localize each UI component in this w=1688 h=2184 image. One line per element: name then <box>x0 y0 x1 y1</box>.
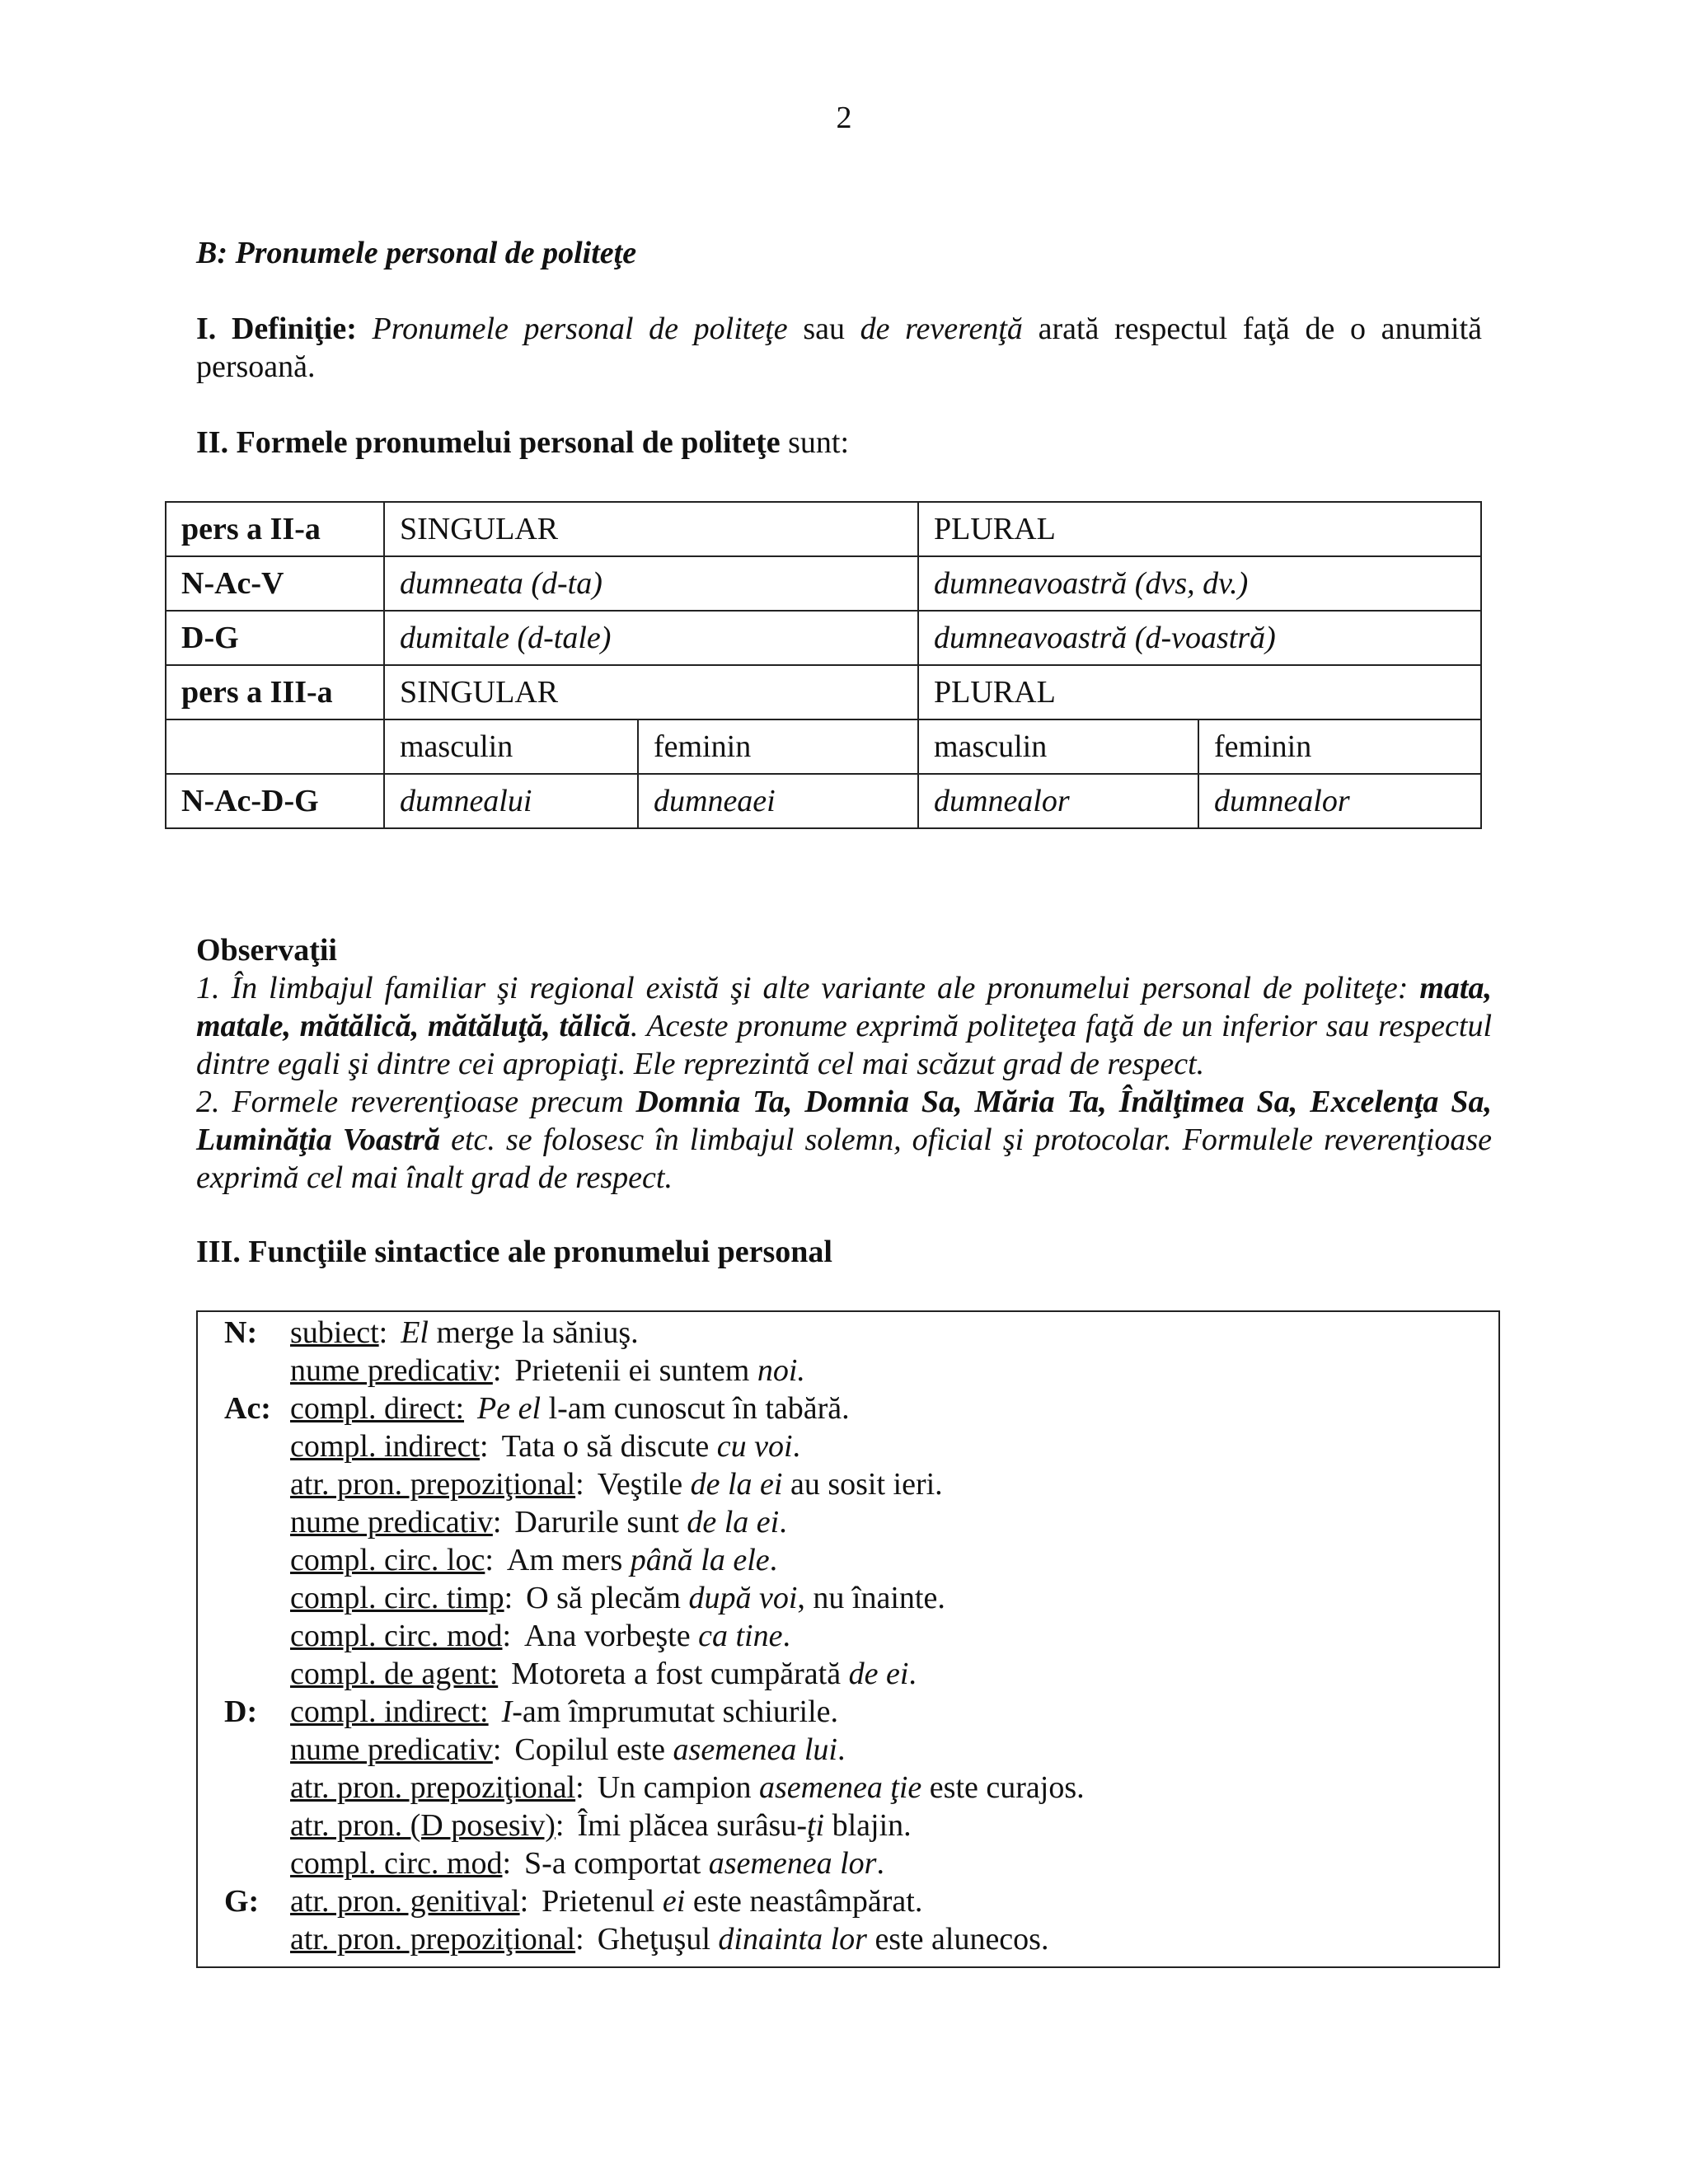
syntax-function-name: atr. pron. (D posesiv) <box>290 1808 556 1843</box>
syntax-example-text: Darurile sunt <box>514 1505 687 1540</box>
syntax-line <box>290 1503 787 1541</box>
table-row <box>166 611 1481 665</box>
syntax-separator: : <box>492 1505 502 1540</box>
table-cell: dumnealor <box>1198 774 1481 828</box>
syntax-example-pronoun: ca tine <box>698 1619 783 1653</box>
syntax-line <box>290 1807 912 1844</box>
syntax-example-text: . <box>769 1543 778 1577</box>
syntax-example-text: merge la săniuş. <box>428 1315 639 1350</box>
syntax-example-pronoun: de ei <box>848 1657 909 1691</box>
table-cell: masculin <box>918 719 1198 774</box>
syntax-example-pronoun: asemenea lui <box>673 1732 837 1767</box>
table-cell: feminin <box>638 719 918 774</box>
syntax-function-name: compl. indirect: <box>290 1694 489 1729</box>
syntax-example-text: Tata o să discute <box>501 1429 717 1464</box>
syntax-separator: : <box>519 1884 529 1919</box>
table-cell: N-Ac-V <box>166 556 384 611</box>
table-cell: pers a II-a <box>166 502 384 556</box>
syntax-example-pronoun: cu voi <box>716 1429 793 1464</box>
observation-1-text-a: 1. În limbajul familiar şi regional există şi alte variante ale pronumelui personal de politeţe: <box>196 971 1409 1005</box>
table-cell: N-Ac-D-G <box>166 774 384 828</box>
syntax-line <box>290 1352 805 1390</box>
syntax-example-text: Am mers <box>506 1543 631 1577</box>
syntax-example-text: . <box>782 1619 790 1653</box>
syntax-line <box>290 1314 639 1352</box>
observation-2-text-b: etc. se folosesc în limbajul solemn, oficial şi protocolar. Formulele reverenţioase exprimă cel mai înalt grad de respect. <box>196 1122 1492 1195</box>
syntax-separator: : <box>378 1315 388 1350</box>
table-cell <box>166 719 384 774</box>
syntax-function-name: compl. de agent: <box>290 1657 499 1691</box>
syntax-line <box>290 1693 838 1731</box>
syntax-separator: : <box>502 1619 512 1653</box>
syntax-example-text: Motoreta a fost cumpărată <box>511 1657 849 1691</box>
syntax-example-text: S-a comportat <box>524 1846 709 1881</box>
syntax-separator: : <box>575 1770 584 1805</box>
table-cell: PLURAL <box>918 665 1481 719</box>
case-label-d: D: <box>224 1694 258 1729</box>
table-row <box>166 719 1481 774</box>
definition-rest: arată respectul faţă de o anumită persoană. <box>196 312 1483 384</box>
table-cell: SINGULAR <box>384 502 918 556</box>
definition-label: I. Definiţie: <box>196 312 357 346</box>
case-label-g: G: <box>224 1884 260 1919</box>
definition-term-1: Pronumele personal de politeţe <box>372 312 788 346</box>
table-cell: dumneavoastră (d-voastră) <box>918 611 1481 665</box>
syntax-function-name: atr. pron. prepoziţional <box>290 1770 576 1805</box>
syntax-example-text: . <box>792 1429 801 1464</box>
syntax-example-pronoun: asemenea ţie <box>758 1770 922 1805</box>
syntax-separator: : <box>480 1429 489 1464</box>
syntax-example-text: Copilul este <box>514 1732 673 1767</box>
syntax-example-text: Un campion <box>597 1770 759 1805</box>
syntax-function-name: compl. circ. mod <box>290 1619 503 1653</box>
case-label-n: N: <box>224 1315 258 1350</box>
forms-table <box>165 501 1482 829</box>
definition-paragraph <box>196 310 1482 386</box>
table-cell: dumneaei <box>638 774 918 828</box>
forms-heading-bold: II. Formele pronumelui personal de politeţe <box>196 425 781 460</box>
syntax-function-name: compl. circ. timp <box>290 1581 504 1615</box>
syntax-example-pronoun: ţi <box>807 1808 825 1843</box>
syntax-function-name: atr. pron. prepoziţional <box>290 1467 576 1502</box>
syntax-line <box>290 1920 1048 1958</box>
syntax-example-text: blajin. <box>824 1808 912 1843</box>
syntax-line <box>290 1390 850 1427</box>
syntax-line <box>290 1844 884 1882</box>
section-title: B: Pronumele personal de politeţe <box>196 236 637 270</box>
syntax-example-text: . <box>779 1505 787 1540</box>
syntax-example-text: au sosit ieri. <box>782 1467 943 1502</box>
syntax-line <box>290 1882 922 1920</box>
table-cell: feminin <box>1198 719 1481 774</box>
syntax-function-name: compl. circ. loc <box>290 1543 485 1577</box>
observation-2-text-a: 2. Formele reverenţioase precum <box>196 1085 624 1119</box>
syntax-example-text: Prietenii ei suntem <box>514 1353 757 1388</box>
observations-paragraph-2 <box>196 1083 1492 1197</box>
table-cell: SINGULAR <box>384 665 918 719</box>
table-cell: dumnealor <box>918 774 1198 828</box>
syntax-example-text: O să plecăm <box>526 1581 689 1615</box>
syntax-function-name: compl. circ. mod <box>290 1846 503 1881</box>
syntax-example-text: este curajos. <box>921 1770 1085 1805</box>
syntax-line <box>290 1427 800 1465</box>
table-cell: dumitale (d-tale) <box>384 611 918 665</box>
syntax-example-text: Ana vorbeşte <box>524 1619 699 1653</box>
syntax-separator: : <box>575 1467 584 1502</box>
forms-heading <box>196 424 849 462</box>
observation-1-text-b: . Aceste pronume exprimă politeţea faţă de un inferior sau respectul dintre egali şi dintre cei apropiaţi. Ele reprezintă cel mai scăzut grad de respect. <box>196 1009 1493 1081</box>
syntax-function-name: atr. pron. prepoziţional <box>290 1922 576 1957</box>
syntax-example-pronoun: dinainta lor <box>718 1922 867 1957</box>
observations-title: Observaţii <box>196 933 337 968</box>
syntax-example-text: Prietenul <box>542 1884 663 1919</box>
syntax-example-text: Veştile <box>597 1467 691 1502</box>
syntax-example-pronoun: noi. <box>757 1353 805 1388</box>
syntax-example-text: . <box>837 1732 846 1767</box>
syntax-line <box>290 1465 943 1503</box>
syntax-separator: : <box>492 1732 502 1767</box>
syntax-example-pronoun: după voi <box>688 1581 798 1615</box>
syntax-line <box>290 1541 777 1579</box>
definition-term-2: de reverenţă <box>860 312 1023 346</box>
forms-heading-normal: sunt: <box>788 425 849 460</box>
table-row <box>166 774 1481 828</box>
syntax-example-pronoun: I <box>501 1694 513 1729</box>
table-cell: masculin <box>384 719 638 774</box>
definition-connector: sau <box>803 312 845 346</box>
syntax-example-text: este neastâmpărat. <box>685 1884 923 1919</box>
table-cell: dumnealui <box>384 774 638 828</box>
table-cell: dumneavoastră (dvs, dv.) <box>918 556 1481 611</box>
table-cell: pers a III-a <box>166 665 384 719</box>
syntax-example-text: . <box>876 1846 884 1881</box>
table-cell: dumneata (d-ta) <box>384 556 918 611</box>
table-cell: PLURAL <box>918 502 1481 556</box>
syntax-example-text: l-am cunoscut în tabără. <box>541 1391 850 1426</box>
syntax-function-name: atr. pron. genitival <box>290 1884 520 1919</box>
syntax-line <box>290 1655 917 1693</box>
syntax-separator: : <box>555 1808 565 1843</box>
syntax-example-pronoun: asemenea lor <box>708 1846 877 1881</box>
syntax-line <box>290 1617 790 1655</box>
syntax-separator: : <box>502 1846 512 1881</box>
functions-heading: III. Funcţiile sintactice ale pronumelui personal <box>196 1235 832 1269</box>
table-cell: D-G <box>166 611 384 665</box>
syntax-example-pronoun: până la ele <box>630 1543 770 1577</box>
syntax-example-text: Gheţuşul <box>597 1922 719 1957</box>
page-number: 2 <box>836 101 852 135</box>
syntax-function-name: subiect <box>290 1315 379 1350</box>
syntax-example-text: -am împrumutat schiurile. <box>512 1694 838 1729</box>
table-row <box>166 502 1481 556</box>
syntax-example-pronoun: Pe el <box>477 1391 542 1426</box>
observation-1-forms: mata, matale, mătălică, mătăluţă, tălică <box>196 971 1492 1043</box>
table-row <box>166 665 1481 719</box>
observations-paragraph-1 <box>196 969 1492 1083</box>
case-label-ac: Ac: <box>224 1391 271 1426</box>
syntax-example-text: , nu înainte. <box>797 1581 945 1615</box>
syntax-separator: : <box>575 1922 584 1957</box>
syntax-example-text: . <box>908 1657 917 1691</box>
table-row <box>166 556 1481 611</box>
syntax-separator: : <box>485 1543 494 1577</box>
syntax-line <box>290 1731 845 1769</box>
syntax-example-pronoun: de la ei <box>687 1505 780 1540</box>
syntax-example-pronoun: de la ei <box>690 1467 783 1502</box>
syntax-example-pronoun: ei <box>662 1884 686 1919</box>
syntax-example-text: este alunecos. <box>866 1922 1049 1957</box>
syntax-function-name: nume predicativ <box>290 1505 493 1540</box>
observation-2-forms: Domnia Ta, Domnia Sa, Măria Ta, Înălţimea Sa, Excelenţa Sa, Luminăţia Voastră <box>196 1085 1492 1157</box>
syntax-function-name: compl. indirect <box>290 1429 481 1464</box>
syntax-separator: : <box>492 1353 502 1388</box>
syntax-example-text: Îmi plăcea surâsu- <box>577 1808 807 1843</box>
syntax-function-name: compl. direct: <box>290 1391 465 1426</box>
syntax-line <box>290 1579 945 1617</box>
syntax-function-name: nume predicativ <box>290 1732 493 1767</box>
syntax-separator: : <box>504 1581 513 1615</box>
syntax-line <box>290 1769 1085 1807</box>
syntax-example-pronoun: El <box>401 1315 429 1350</box>
syntax-function-name: nume predicativ <box>290 1353 493 1388</box>
